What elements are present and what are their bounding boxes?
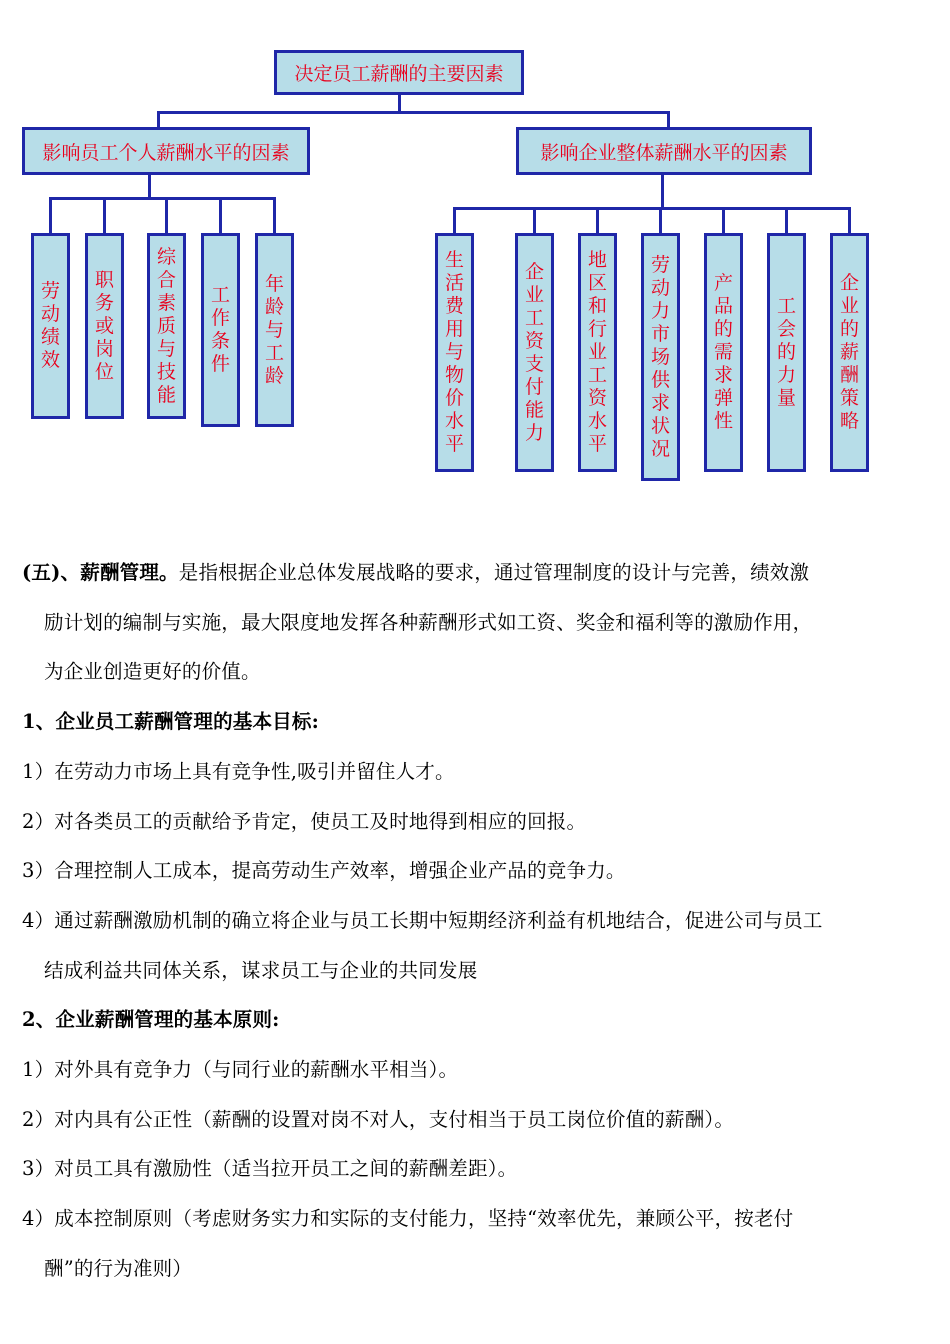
connector (661, 173, 664, 209)
right-leaf: 生活费用与物价水平 (435, 233, 474, 472)
connector (219, 197, 222, 235)
right-leaf: 工会的力量 (767, 233, 806, 472)
left-leaf: 职务或岗位 (85, 233, 124, 419)
connector (103, 197, 106, 235)
goals-item-3: 3）合理控制人工成本，提高劳动生产效率，增强企业产品的竞争力。 (22, 859, 626, 882)
connector (453, 207, 456, 235)
connector (659, 207, 662, 235)
principles-item-1: 1）对外具有竞争力（与同行业的薪酬水平相当）。 (22, 1058, 459, 1081)
org-chart (0, 0, 950, 500)
left-leaf: 劳动绩效 (31, 233, 70, 419)
section5-line2: 励计划的编制与实施，最大限度地发挥各种薪酬形式如工资、奖金和福利等的激励作用， (44, 610, 813, 634)
connector (398, 93, 401, 113)
left-leaf: 工作条件 (201, 233, 240, 427)
connector (453, 207, 850, 210)
root-node: 决定员工薪酬的主要因素 (274, 50, 524, 95)
right-leaf: 企业的薪酬策略 (830, 233, 869, 472)
connector (785, 207, 788, 235)
goals-item-4: 4）通过薪酬激励机制的确立将企业与员工长期中短期经济利益有机地结合，促进公司与员工 结成利益共同体关系，谋求员工与企业的共同发展 (22, 909, 823, 982)
goals-item-1: 1）在劳动力市场上具有竞争性,吸引并留住人才。 (22, 760, 455, 783)
connector (722, 207, 725, 235)
principles-item-3: 3）对员工具有激励性（适当拉开员工之间的薪酬差距）。 (22, 1157, 518, 1180)
right-leaf: 地区和行业工资水平 (578, 233, 617, 472)
right-branch-node: 影响企业整体薪酬水平的因素 (516, 127, 812, 175)
section5-paragraph (22, 548, 934, 697)
principles-heading: 2、企业薪酬管理的基本原则: (22, 1008, 280, 1031)
right-leaf: 企业工资支付能力 (515, 233, 554, 472)
left-leaf: 年龄与工龄 (255, 233, 294, 427)
section5-line1: (五)、薪酬管理。是指根据企业总体发展战略的要求，通过管理制度的设计与完善，绩效激 (22, 561, 810, 584)
connector (596, 207, 599, 235)
connector (49, 197, 276, 200)
goals-heading: 1、企业员工薪酬管理的基本目标: (22, 710, 319, 733)
principles-item-2: 2）对内具有公正性（薪酬的设置对岗不对人，支付相当于员工岗位价值的薪酬）。 (22, 1108, 735, 1131)
connector (848, 207, 851, 235)
connector (165, 197, 168, 235)
section5-heading: (五)、薪酬管理。 (22, 561, 179, 584)
left-leaf: 综合素质与技能 (147, 233, 186, 419)
right-leaf: 劳动力市场供求状况 (641, 233, 680, 481)
section5-line3: 为企业创造更好的价值。 (44, 660, 261, 683)
connector (157, 111, 670, 114)
connector (49, 197, 52, 235)
principles-item-4: 4）成本控制原则（考虑财务实力和实际的支付能力，坚持“效率优先，兼顾公平，按老付 酬”的行为准则） (22, 1207, 794, 1280)
goals-item-2: 2）对各类员工的贡献给予肯定，使员工及时地得到相应的回报。 (22, 810, 587, 833)
connector (273, 197, 276, 235)
left-branch-node: 影响员工个人薪酬水平的因素 (22, 127, 310, 175)
right-leaf: 产品的需求弹性 (704, 233, 743, 472)
connector (148, 173, 151, 199)
connector (533, 207, 536, 235)
